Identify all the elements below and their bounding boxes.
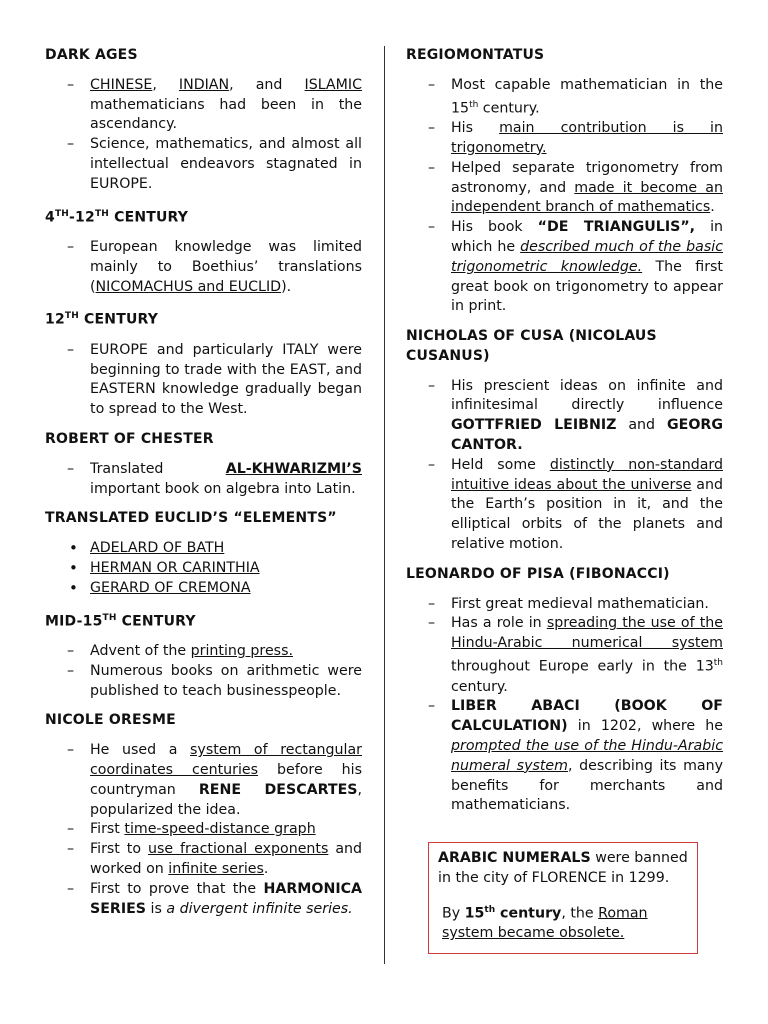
heading-dark-ages: DARK AGES	[45, 47, 138, 63]
heading-translated-euclid: TRANSLATED EUCLID’S “ELEMENTS”	[45, 510, 337, 527]
heading-robert-of-chester: ROBERT OF CHESTER	[45, 431, 214, 448]
list-item: – First to prove that the HARMONICA SERIES is a divergent infinite series.	[45, 880, 362, 920]
list-item: – EUROPE and particularly ITALY were beginning to trade with the EAST, and EASTERN knowledge gradually began to spread to the West.	[45, 341, 362, 420]
list-item: – Held some distinctly non-standard intuitive ideas about the universe and the Earth’s position in it, and the elliptical orbits of the planets and relative motion.	[406, 456, 723, 555]
list-item: • ADELARD OF BATH	[45, 539, 362, 559]
list-item: – Advent of the printing press.	[45, 642, 362, 662]
list-item: – Has a role in spreading the use of the Hindu-Arabic numerical system throughout Europe early in the 13th century.	[406, 614, 723, 697]
list-item: – Numerous books on arithmetic were published to teach businesspeople.	[45, 662, 362, 702]
arabic-numerals-note-box	[428, 842, 698, 954]
heading-nicole-oresme: NICOLE ORESME	[45, 712, 176, 729]
dark-ages-list	[45, 76, 362, 195]
nicholas-of-cusa-list	[406, 377, 723, 555]
heading-4th-12th-century: 4TH-12TH CENTURY	[45, 208, 189, 226]
robert-of-chester-list	[45, 460, 362, 500]
list-item: – His book “DE TRIANGULIS”, in which he described much of the basic trigonometric knowledge. The first great book on trigonometry to appear in print.	[406, 218, 723, 317]
list-item: – Helped separate trigonometry from astronomy, and made it become an independent branch of mathematics.	[406, 159, 723, 218]
heading-nicholas-of-cusa: NICHOLAS OF CUSA (NICOLAUS CUSANUS)	[406, 328, 657, 364]
list-item: – LIBER ABACI (BOOK OF CALCULATION) in 1202, where he prompted the use of the Hindu-Arabic numeral system, describing its many benefits for merchants and mathematicians.	[406, 697, 723, 816]
heading-regiomontatus: REGIOMONTATUS	[406, 47, 545, 63]
12th-century-list	[45, 341, 362, 420]
list-item: • HERMAN OR CARINTHIA	[45, 559, 362, 579]
list-item: – CHINESE, INDIAN, and ISLAMIC mathematicians had been in the ascendancy.	[45, 76, 362, 135]
euclid-translators-list	[45, 539, 362, 598]
right-column	[406, 46, 723, 826]
list-item: – Translated AL-KHWARIZMI’S important book on algebra into Latin.	[45, 460, 362, 500]
mid-15th-list	[45, 642, 362, 701]
list-item: – Science, mathematics, and almost all intellectual endeavors stagnated in EUROPE.	[45, 135, 362, 194]
left-column	[45, 46, 362, 929]
list-item: – He used a system of rectangular coordinates centuries before his countryman RENE DESCARTES, popularized the idea.	[45, 741, 362, 820]
list-item: – Most capable mathematician in the 15th century.	[406, 76, 723, 119]
heading-mid-15th-century: MID-15TH CENTURY	[45, 612, 196, 630]
list-item: – His prescient ideas on infinite and infinitesimal directly influence GOTTFRIED LEIBNIZ and GEORG CANTOR.	[406, 377, 723, 456]
list-item: – First great medieval mathematician.	[406, 595, 723, 615]
note-paragraph: By 15th century, the Roman system became obsolete.	[442, 904, 648, 942]
heading-12th-century: 12TH CENTURY	[45, 311, 159, 329]
4th-12th-list	[45, 238, 362, 297]
column-divider	[384, 46, 385, 964]
leonardo-of-pisa-list	[406, 595, 723, 817]
list-item: – First to use fractional exponents and worked on infinite series.	[45, 840, 362, 880]
list-item: – First time-speed-distance graph	[45, 820, 362, 840]
regiomontatus-list	[406, 76, 723, 317]
heading-leonardo-of-pisa: LEONARDO OF PISA (FIBONACCI)	[406, 565, 670, 582]
list-item: • GERARD OF CREMONA	[45, 579, 362, 599]
nicole-oresme-list	[45, 741, 362, 919]
list-item: – European knowledge was limited mainly to Boethius’ translations (NICOMACHUS and EUCLID).	[45, 238, 362, 297]
note-paragraph: ARABIC NUMERALS were banned in the city of FLORENCE in 1299.	[438, 850, 688, 886]
list-item: – His main contribution is in trigonometry.	[406, 119, 723, 159]
